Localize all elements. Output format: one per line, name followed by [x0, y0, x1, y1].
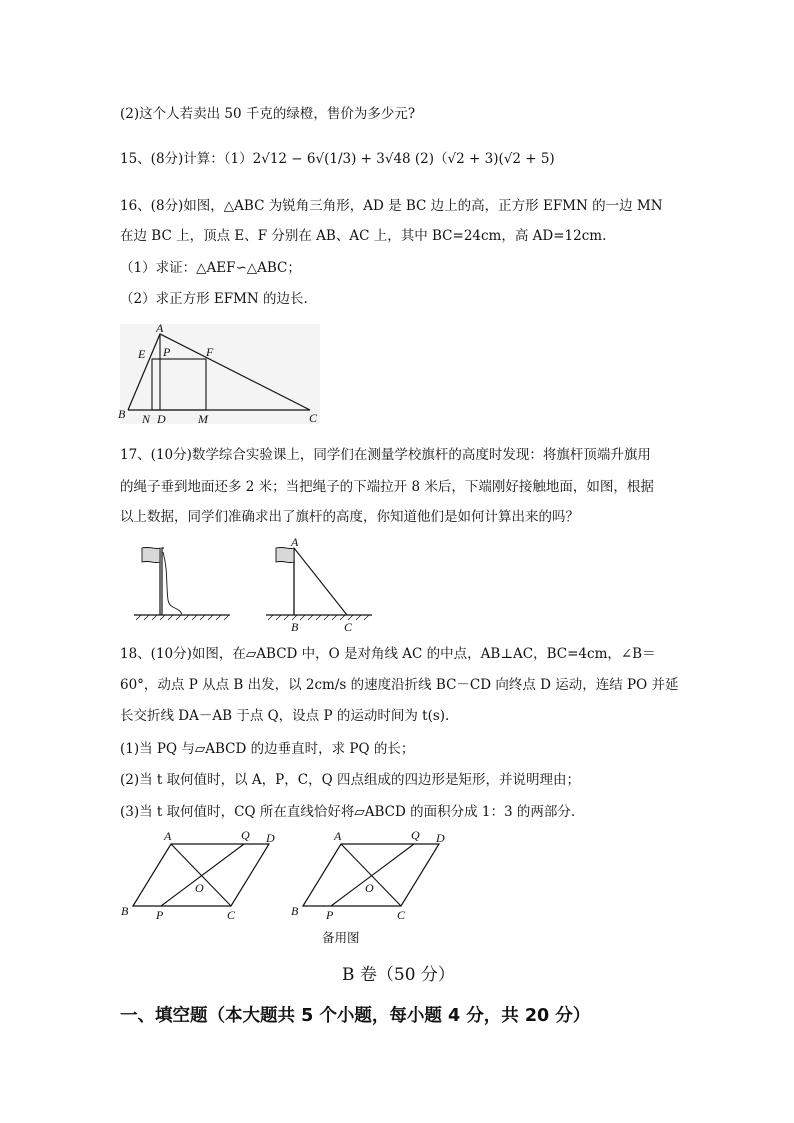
section-b-heading: B 卷（50 分） [342, 965, 455, 985]
q18-part3: (3)当 t 取何值时，CQ 所在直线恰好将▱ABCD 的面积分成 1：3 的两部分. [120, 804, 576, 820]
label-A: A [164, 829, 172, 843]
label-B: B [291, 904, 299, 918]
figure-q17-flagpole-rope [132, 540, 232, 625]
label-N: N [142, 412, 151, 426]
q18-line3: 长交折线 DA－AB 于点 Q，设点 P 的运动时间为 t(s). [120, 708, 450, 724]
label-F: F [206, 345, 214, 359]
figure-q18-parallelogram [116, 826, 286, 922]
q16-part1: （1）求证：△AEF∽△ABC； [120, 260, 301, 276]
label-A: A [156, 322, 164, 335]
figure-q18-parallelogram-backup [286, 826, 456, 922]
q18-part2: (2)当 t 取何值时，以 A，P，C，Q 四点组成的四边形是矩形，并说明理由； [120, 772, 580, 788]
label-P: P [326, 908, 334, 922]
q17-line1: 17、(10分)数学综合实验课上，同学们在测量学校旗杆的高度时发现：将旗杆顶端升旗用 [120, 447, 651, 463]
q18-part1: (1)当 PQ 与▱ABCD 的边垂直时，求 PQ 的长； [120, 741, 415, 757]
q16-line1: 16、(8分)如图，△ABC 为锐角三角形，AD 是 BC 边上的高，正方形 EFMN 的一边 MN [120, 198, 663, 214]
figure-q16-triangle [118, 322, 328, 430]
label-C: C [344, 620, 353, 634]
q18-line1: 18、(10分)如图，在▱ABCD 中，O 是对角线 AC 的中点，AB⊥AC，BC=4cm，∠B＝ [120, 646, 656, 662]
label-C: C [309, 411, 318, 425]
label-C: C [397, 908, 406, 922]
label-D: D [157, 412, 166, 426]
q17-line2: 的绳子垂到地面还多 2 米；当把绳子的下端拉开 8 米后，下端刚好接触地面，如图，根据 [120, 479, 654, 495]
label-A: A [334, 829, 342, 843]
label-B: B [291, 620, 299, 634]
fill-in-section-title: 一、填空题（本大题共 5 个小题，每小题 4 分，共 20 分） [120, 1006, 591, 1026]
label-M: M [198, 412, 208, 426]
label-Q: Q [241, 828, 250, 842]
q16-part2: （2）求正方形 EFMN 的边长. [120, 291, 308, 307]
q18-line2: 60°，动点 P 从点 B 出发，以 2cm/s 的速度沿折线 BC－CD 向终点 D 运动，连结 PO 并延 [120, 677, 679, 693]
label-P: P [163, 345, 171, 359]
label-D: D [436, 831, 445, 845]
label-E: E [138, 347, 146, 361]
figure-q17-flagpole-taut [264, 536, 374, 634]
label-A: A [291, 536, 299, 549]
label-B: B [118, 407, 126, 421]
label-O: O [365, 881, 374, 895]
label-C: C [227, 908, 236, 922]
q15-statement: 15、(8分)计算：（1）2√12 − 6√(1/3) + 3√48 (2)（√2 + 3)(√2 + 5) [120, 151, 555, 167]
label-B: B [121, 904, 129, 918]
label-Q: Q [411, 828, 420, 842]
label-D: D [266, 831, 275, 845]
q14-part2: (2)这个人若卖出 50 千克的绿橙，售价为多少元? [120, 106, 416, 122]
label-O: O [195, 881, 204, 895]
label-P: P [156, 908, 164, 922]
q17-line3: 以上数据，同学们准确求出了旗杆的高度，你知道他们是如何计算出来的吗？ [120, 509, 579, 525]
q16-line2: 在边 BC 上，顶点 E、F 分别在 AB、AC 上，其中 BC=24cm，高 AD=12cm. [120, 228, 607, 244]
figure-caption: 备用图 [322, 930, 360, 945]
